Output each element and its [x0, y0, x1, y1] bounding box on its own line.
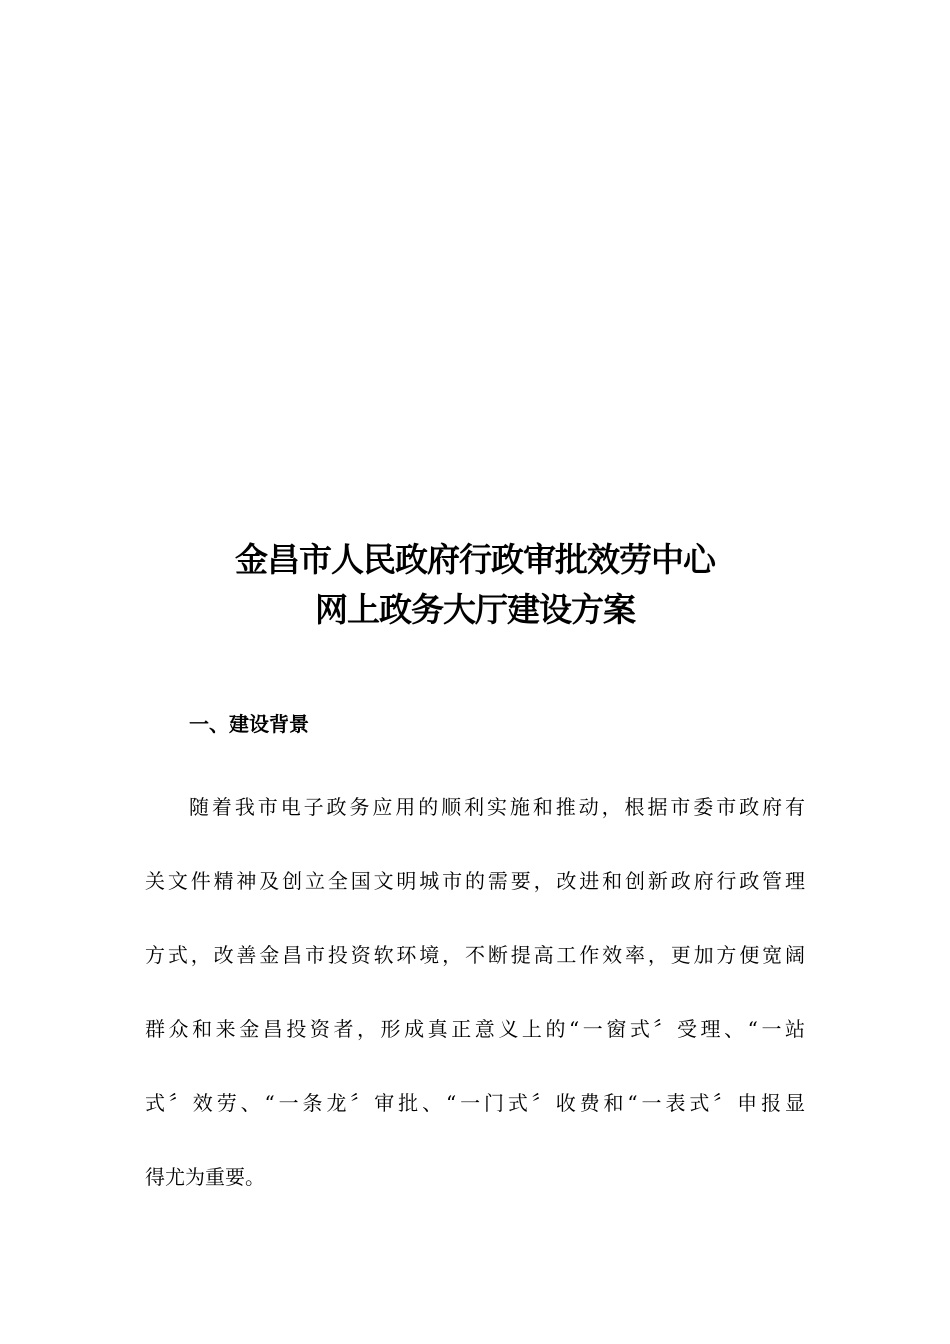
title-line-2: 网上政务大厅建设方案 [315, 590, 635, 629]
paragraph-line: 式〞效劳、“一条龙〞审批、“一门式〞收费和“一表式〞申报显 [145, 1091, 805, 1115]
paragraph-line: 方式，改善金昌市投资软环境，不断提高工作效率，更加方便宽阔 [145, 943, 805, 967]
paragraph-line: 得尤为重要。 [145, 1165, 265, 1189]
paragraph-line: 关文件精神及创立全国文明城市的需要，改进和创新政府行政管理 [145, 869, 805, 893]
section-heading-background: 一、建设背景 [189, 712, 309, 736]
document-title [0, 535, 950, 635]
title-line-1: 金昌市人民政府行政审批效劳中心 [235, 540, 715, 579]
paragraph-line: 随着我市电子政务应用的顺利实施和推动，根据市委市政府有 [189, 795, 805, 819]
section-paragraph [145, 770, 805, 1214]
paragraph-line: 群众和来金昌投资者，形成真正意义上的“一窗式〞受理、“一站 [145, 1017, 805, 1041]
